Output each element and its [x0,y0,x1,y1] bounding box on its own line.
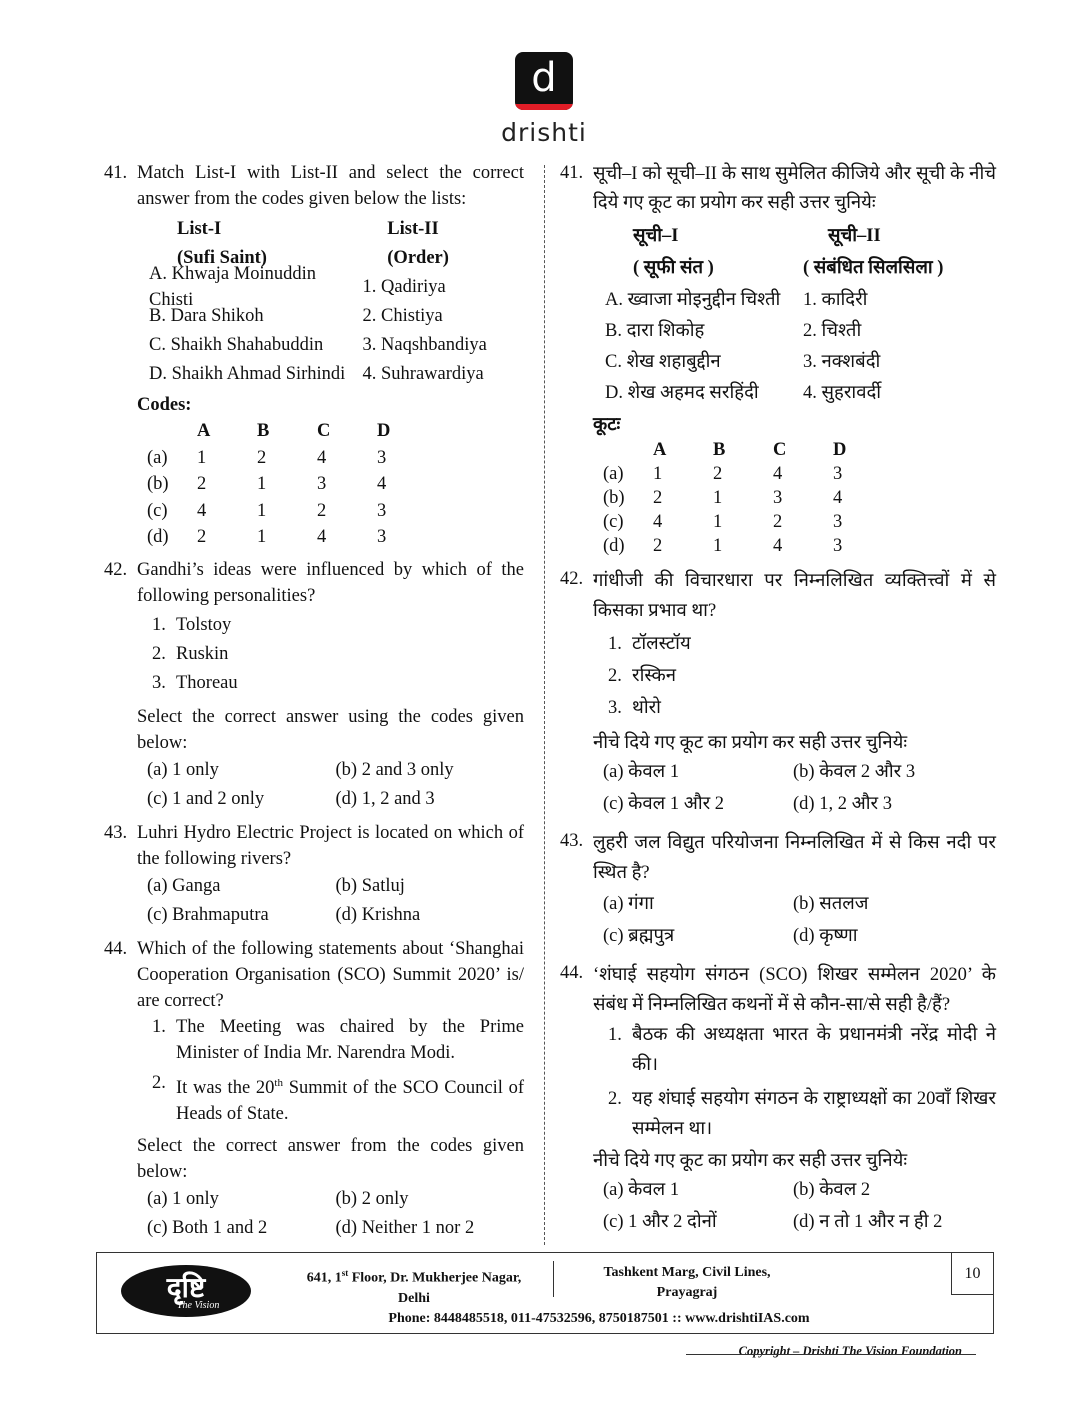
options: (a) 1 only (b) 2 only (c) Both 1 and 2 (d) Neither 1 nor 2 [147,1189,475,1239]
options: (a) केवल 1 (b) केवल 2 (c) 1 और 2 दोनों (d) न तो 1 और न ही 2 [603,1180,943,1232]
options: (a) 1 only (b) 2 and 3 only (c) 1 and 2 only (d) 1, 2 and 3 [147,760,454,809]
options: (a) गंगा (b) सतलज (c) ब्रह्मपुत्र (d) कृष्णा [603,894,869,946]
question-44: 44. Which of the following statements about ‘Shanghai Cooperation Organisation (SCO) Summit 2020’ is/ are correct? 1. The Meeting was chaired by the Prime Minister of India Mr. Narendra Modi. 2. It was the 20th Summit of the SCO Council of Heads of State. Select the correct answer from the codes given below: (a) 1 only (b) 2 only (c) Both 1 and 2 (d) Neither 1 nor 2 [104,936,524,1243]
codes-table: A B C D (a) 1 2 4 3 (b) 2 1 3 4 (c) 4 1 2 3 (d) 2 1 4 3 [603,440,847,556]
hindi-column [560,160,996,1244]
statement-1: 1. The Meeting was chaired by the Prime Minister of India Mr. Narendra Modi. [152,1016,524,1063]
match-list: सूची–I सूची–II ( सूफी संत ) ( संबंधित सिलसिला ) A. ख्वाजा मोइनुद्दीन चिश्ती 1. कादिरी B. दारा शिकोह 2. चिश्ती C. शेख शहाबुद्दीन 3. नक्शबंदी D. शेख अहमद सरहिंदी 4. सुहरावर्दी [605,226,944,403]
column-divider [544,165,545,1245]
match-list: List-I List-II (Sufi Saint) (Order) A. Khwaja Moinuddin Chisti 1. Qadiriya B. Dara Shikoh 2. Chistiya C. Shaikh Shahabuddin 3. Naqshbandiya D. Shaikh Ahmad Sirhindi 4. Suhrawardiya [149,218,487,384]
drishti-vision-logo-icon: दृष्टि The Vision [97,1253,277,1333]
question-42: 42. Gandhi’s ideas were influenced by which of the following personalities? 1. Tolstoy 2. Ruskin 3. Thoreau Select the correct answer using the codes given below: (a) 1 only (b) 2 and 3 only (c) 1 and 2 only (d) 1, 2 and 3 [104,557,524,814]
statement-2: 2. It was the 20th Summit of the SCO Council of Heads of State. [152,1072,524,1124]
instruction: Select the correct answer using the codes given below: [137,706,524,753]
statement-list: 1. टॉलस्टॉय 2. रस्किन 3. थोरो [608,634,691,718]
question-44-hindi: 44. ‘शंघाई सहयोग संगठन (SCO) शिखर सम्मेलन 2020’ के संबंध में निम्नलिखित कथनों में से कौन-सा/से सही है/हैं? 1. बैठक की अध्यक्षता भारत के प्रधानमंत्री नरेंद्र मोदी ने की। 2. यह शंघाई सहयोग संगठन के राष्ट्राध्यक्षों का 20वाँ शिखर सम्मेलन था। नीचे दिये गए कूट का प्रयोग कर सही उत्तर चुनियेः (a) केवल 1 (b) केवल 2 (c) 1 और 2 दोनों (d) न तो 1 और न ही 2 [560,960,996,1238]
question-43: 43. Luhri Hydro Electric Project is located on which of the following rivers? (a) Ganga (b) Satluj (c) Brahmaputra (d) Krishna [104,820,524,930]
instruction: नीचे दिये गए कूट का प्रयोग कर सही उत्तर चुनियेः [593,733,908,753]
instruction: Select the correct answer from the codes given below: [137,1135,524,1182]
brand-name: drishti [501,118,587,147]
english-column [104,160,524,1249]
copyright: Copyright – Drishti The Vision Foundation [738,1344,962,1358]
header-logo [0,52,1088,148]
drishti-logo-icon: d [515,52,573,110]
question-text: Match List-I with List-II and select the correct answer from the codes given below the lists: [137,163,524,209]
options: (a) केवल 1 (b) केवल 2 और 3 (c) केवल 1 और 2 (d) 1, 2 और 3 [603,762,916,814]
codes-table: A B C D (a) 1 2 4 3 (b) 2 1 3 4 (c) 4 1 2 3 (d) 2 1 4 3 [147,421,391,548]
codes-label: Codes: [137,395,192,415]
options: (a) Ganga (b) Satluj (c) Brahmaputra (d) Krishna [147,876,421,925]
codes-label: कूटः [593,415,621,435]
delhi-address: 641, 1st Floor, Dr. Mukherjee Nagar, Delhi [306,1268,522,1306]
page-number: 10 [951,1253,993,1295]
address-separator [553,1261,554,1297]
question-43-hindi: 43. लुहरी जल विद्युत परियोजना निम्नलिखित में से किस नदी पर स्थित है? (a) गंगा (b) सतलज (c) ब्रह्मपुत्र (d) कृष्णा [560,828,996,952]
question-41: 41. Match List-I with List-II and select the correct answer from the codes given below the lists: List-I List-II (Sufi Saint) (Order) A. Khwaja Moinuddin Chisti 1. Qadiriya B. Dara Shikoh 2. Chistiya C. Shaikh Shahabuddin 3. Naqshbandiya D. Shaikh Ahmad Sirhindi 4. Suhrawardiya Codes: A B C D (a) 1 2 4 3 (b) 2 1 3 4 (c) 4 1 2 3 (d) 2 1 4 3 [104,160,524,551]
question-42-hindi: 42. गांधीजी की विचारधारा पर निम्नलिखित व्यक्तित्त्वों में से किसका प्रभाव था? 1. टॉलस्टॉय 2. रस्किन 3. थोरो नीचे दिये गए कूट का प्रयोग कर सही उत्तर चुनियेः (a) केवल 1 (b) केवल 2 और 3 (c) केवल 1 और 2 (d) 1, 2 और 3 [560,566,996,820]
contact-phone: Phone: 8448485518, 011-47532596, 8750187501 :: www.drishtiIAS.com [388,1311,810,1326]
copyright-underline [686,1354,976,1355]
statement-list: 1. Tolstoy 2. Ruskin 3. Thoreau [152,615,238,693]
statement-2: 2. यह शंघाई सहयोग संगठन के राष्ट्राध्यक्षों का 20वाँ शिखर सम्मेलन था। [608,1089,996,1139]
statement-1: 1. बैठक की अध्यक्षता भारत के प्रधानमंत्री नरेंद्र मोदी ने की। [608,1025,996,1075]
instruction: नीचे दिये गए कूट का प्रयोग कर सही उत्तर चुनियेः [593,1151,908,1171]
question-41-hindi: 41. सूची–I को सूची–II के साथ सुमेलित कीजिये और सूची के नीचे दिये गए कूट का प्रयोग कर सही उत्तर चुनियेः सूची–I सूची–II ( सूफी संत ) ( संबंधित सिलसिला ) A. ख्वाजा मोइनुद्दीन चिश्ती 1. कादिरी B. दारा शिकोह 2. चिश्ती C. शेख शहाबुद्दीन 3. नक्शबंदी D. शेख अहमद सरहिंदी 4. सुहरावर्दी कूटः A B C D (a) 1 2 4 3 (b) 2 1 3 4 (c) 4 1 2 3 (d) 2 1 4 3 [560,163,996,556]
footer [96,1252,994,1334]
prayagraj-address: Tashkent Marg, Civil Lines, Prayagraj [603,1265,771,1300]
